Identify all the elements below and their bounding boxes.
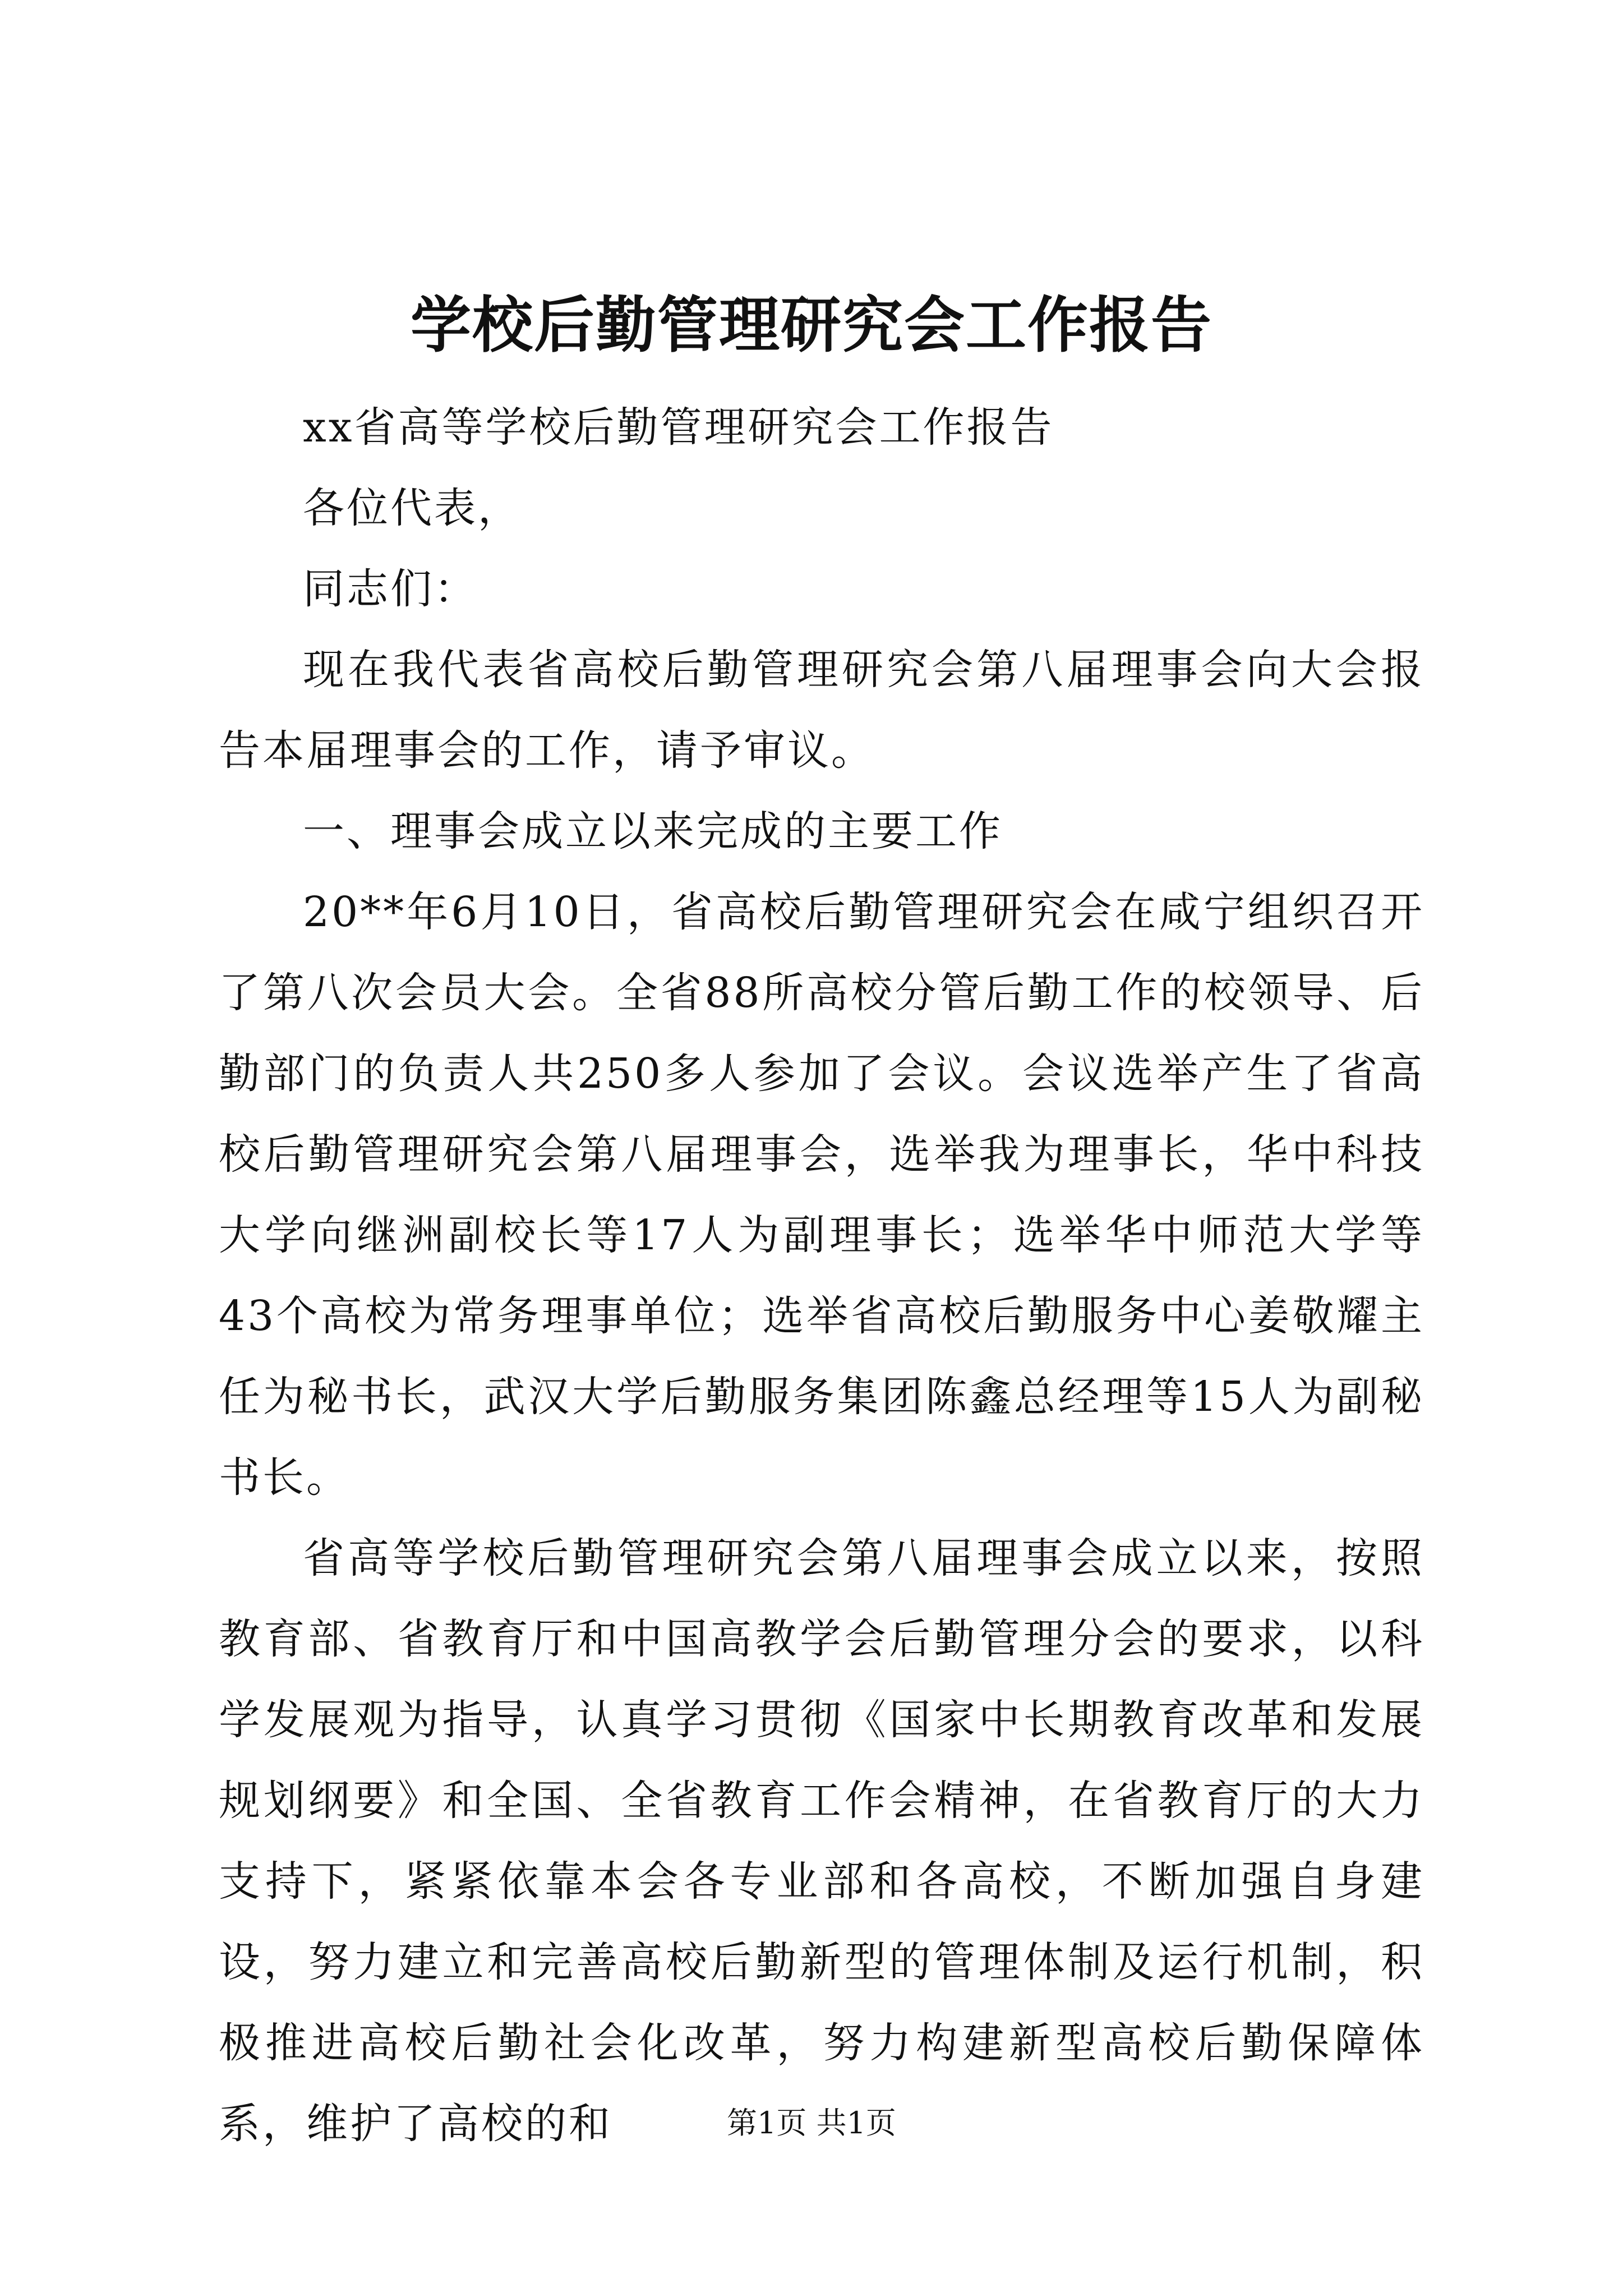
- paragraph-meeting: 20**年6月10日，省高校后勤管理研究会在咸宁组织召开了第八次会员大会。全省88所高校分管后勤工作的校领导、后勤部门的负责人共250多人参加了会议。会议选举产生了省高校后勤管理研究会第八届理事会，选举我为理事长，华中科技大学向继洲副校长等17人为副理事长；选举华中师范大学等43个高校为常务理事单位；选举省高校后勤服务中心姜敬耀主任为秘书长，武汉大学后勤服务集团陈鑫总经理等15人为副秘书长。: [219, 888, 1424, 1502]
- paragraph-work-summary: 省高等学校后勤管理研究会第八届理事会成立以来，按照教育部、省教育厅和中国高教学会后勤管理分会的要求，以科学发展观为指导，认真学习贯彻《国家中长期教育改革和发展规划纲要》和全国、全省教育工作会精神，在省教育厅的大力支持下，紧紧依靠本会各专业部和各高校，不断加强自身建设，努力建立和完善高校后勤新型的管理体制及运行机制，积极推进高校后勤社会化改革，努力构建新型高校后勤保障体系，维护了高校的和: [219, 1534, 1424, 2148]
- paragraph-subtitle: xx省高等学校后勤管理研究会工作报告: [303, 403, 1054, 452]
- page-footer: 第1页 共1页: [727, 2105, 896, 2141]
- document-title: 学校后勤管理研究会工作报告: [410, 290, 1212, 361]
- document-body: [219, 387, 1424, 2164]
- paragraph-salutation-delegates: 各位代表，: [303, 484, 522, 532]
- paragraph-intro: 现在我代表省高校后勤管理研究会第八届理事会向大会报告本届理事会的工作，请予审议。: [219, 646, 1424, 775]
- section-heading-1: 一、理事会成立以来完成的主要工作: [303, 807, 1003, 855]
- paragraph-salutation-comrades: 同志们：: [303, 565, 478, 613]
